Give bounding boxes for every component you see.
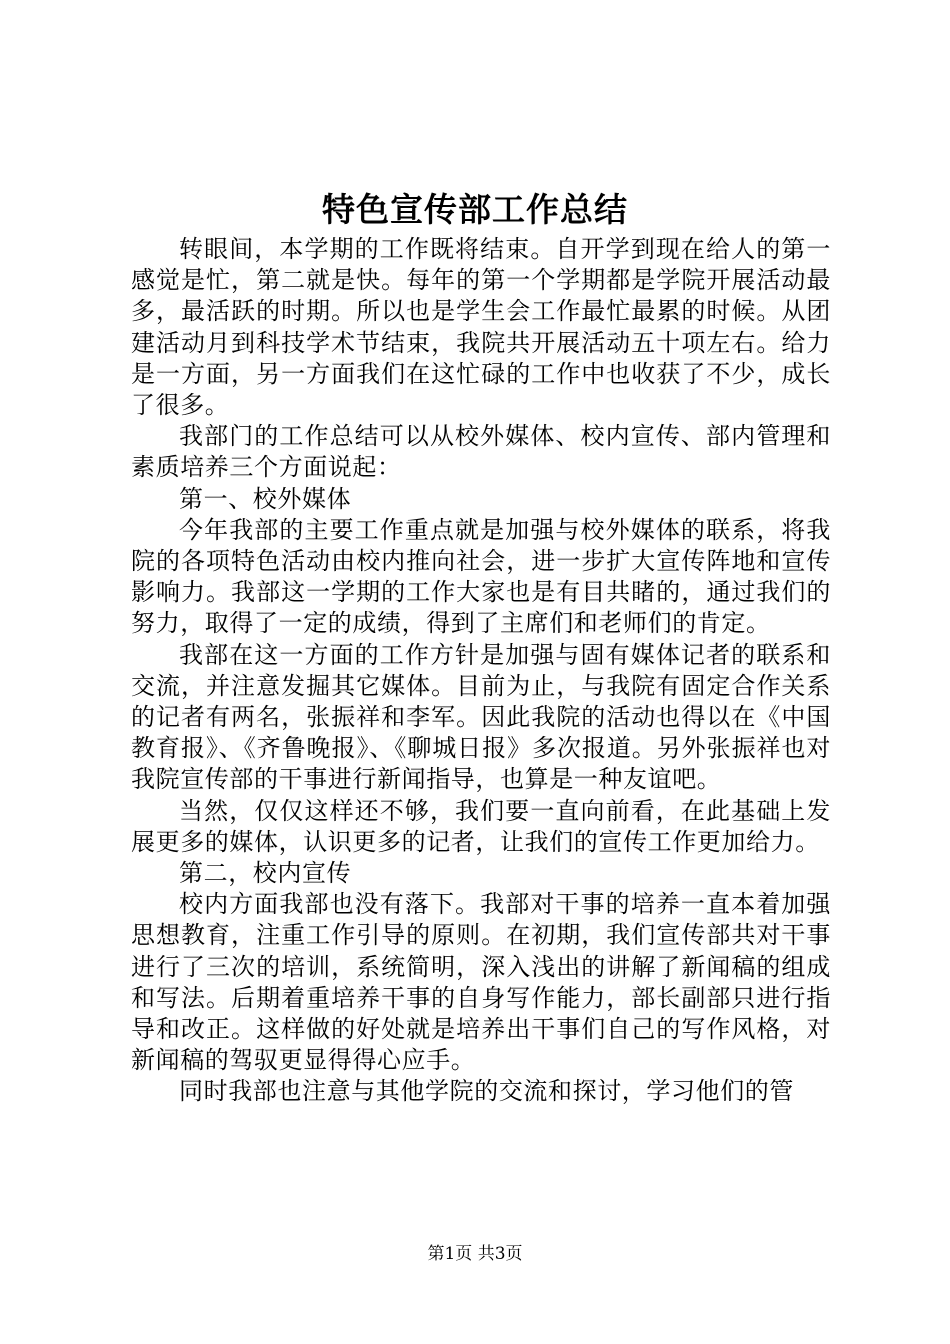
section-heading-external-media: 第一、校外媒体 — [179, 484, 352, 513]
paragraph-campus-publicity-training: 校内方面我部也没有落下。我部对干事的培养一直本着加强思想教育，注重工作引导的原则。在初期，我们宣传部共对干事进行了三次的培训，系统简明，深入浅出的讲解了新闻稿的组成和写法。后期着重培养干事的自身写作能力，部长副部只进行指导和改正。这样做的好处就是培养出干事们自己的写作风格，对新闻稿的驾驭更显得得心应手。 — [131, 890, 831, 1075]
paragraph-campus-publicity-exchange: 同时我部也注意与其他学院的交流和探讨，学习他们的管 — [179, 1077, 794, 1106]
paragraph-external-media-policy: 我部在这一方面的工作方针是加强与固有媒体记者的联系和交流，并注意发掘其它媒体。目前为止，与我院有固定合作关系的记者有两名，张振祥和李军。因此我院的活动也得以在《中国教育报》、《齐鲁晚报》、《聊城日报》多次报道。另外张振祥也对我院宣传部的干事进行新闻指导，也算是一种友谊吧。 — [131, 640, 831, 794]
paragraph-overview: 我部门的工作总结可以从校外媒体、校内宣传、部内管理和素质培养三个方面说起： — [131, 422, 831, 482]
page-number-footer: 第1页 共3页 — [427, 1244, 523, 1264]
paragraph-external-media-outlook: 当然，仅仅这样还不够，我们要一直向前看，在此基础上发展更多的媒体，认识更多的记者，让我们的宣传工作更加给力。 — [131, 796, 831, 856]
document-title: 特色宣传部工作总结 — [322, 190, 628, 229]
section-heading-campus-publicity: 第二，校内宣传 — [179, 859, 352, 888]
paragraph-external-media-focus: 今年我部的主要工作重点就是加强与校外媒体的联系，将我院的各项特色活动由校内推向社会，进一步扩大宣传阵地和宣传影响力。我部这一学期的工作大家也是有目共睹的，通过我们的努力，取得了一定的成绩，得到了主席们和老师们的肯定。 — [131, 515, 831, 638]
document-body — [131, 234, 831, 1108]
paragraph-intro: 转眼间，本学期的工作既将结束。自开学到现在给人的第一感觉是忙，第二就是快。每年的第一个学期都是学院开展活动最多，最活跃的时期。所以也是学生会工作最忙最累的时候。从团建活动月到科技学术节结束，我院共开展活动五十项左右。给力是一方面，另一方面我们在这忙碌的工作中也收获了不少，成长了很多。 — [131, 235, 831, 420]
